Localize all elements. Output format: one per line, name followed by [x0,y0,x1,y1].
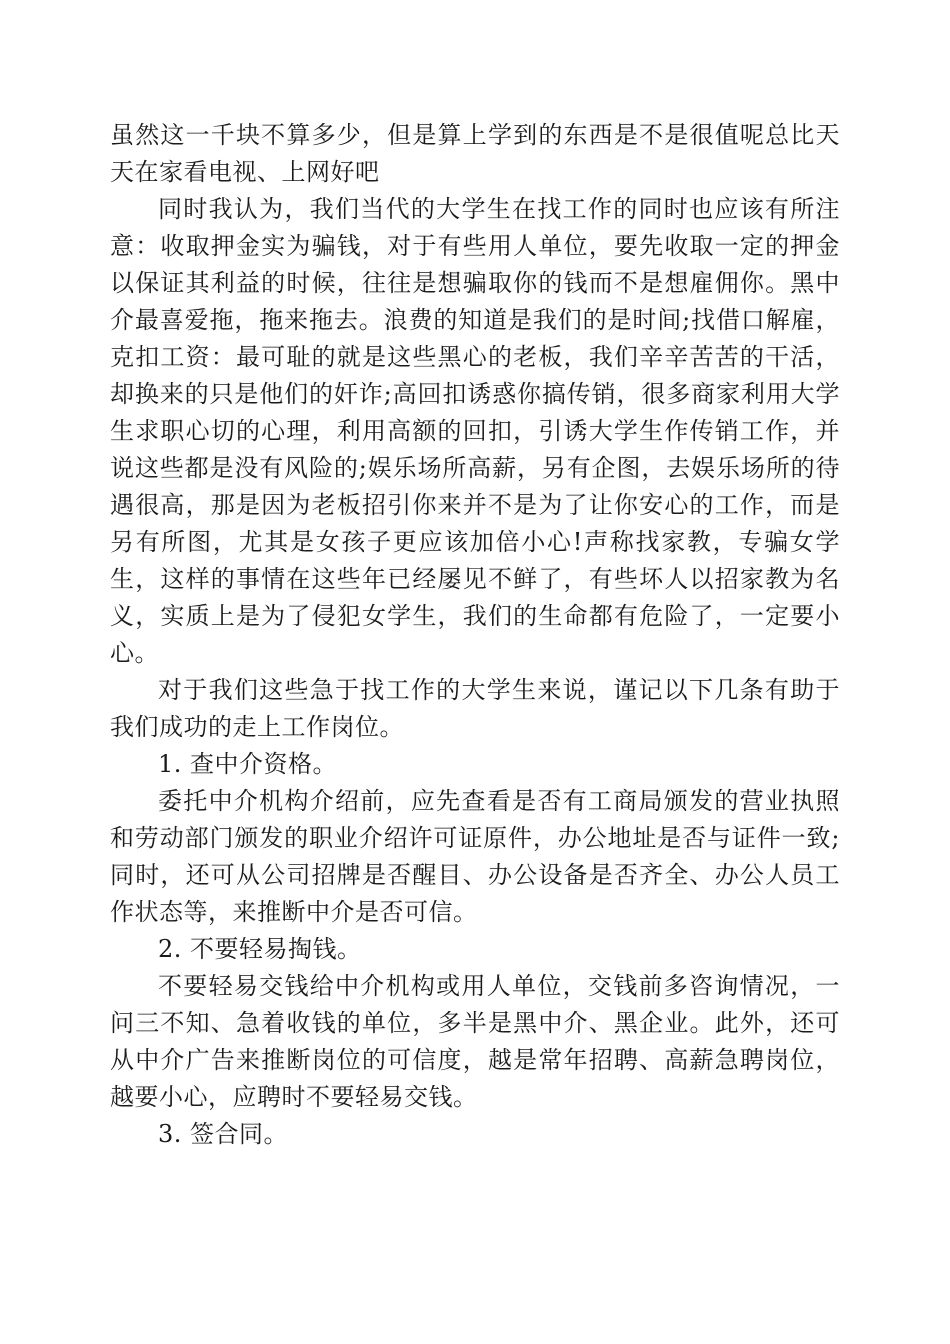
heading-tip-2: 2. 不要轻易掏钱。 [158,935,362,963]
paragraph-tip-1: 委托中介机构介绍前，应先查看是否有工商局颁发的营业执照和劳动部门颁发的职业介绍许可证原件，办公地址是否与证件一致;同时，还可从公司招牌是否醒目、办公设备是否齐全、办公人员工作状态等，来推断中介是否可信。 [110,787,840,926]
document-body [110,117,840,1153]
paragraph-tips-intro: 对于我们这些急于找工作的大学生来说，谨记以下几条有助于我们成功的走上工作岗位。 [110,676,840,741]
paragraph-continuation: 虽然这一千块不算多少，但是算上学到的东西是不是很值呢总比天天在家看电视、上网好吧 [110,121,840,186]
paragraph-warnings: 同时我认为，我们当代的大学生在找工作的同时也应该有所注意：收取押金实为骗钱，对于有些用人单位，要先收取一定的押金以保证其利益的时候，往往是想骗取你的钱而不是想雇佣你。黑中介最喜爱拖，拖来拖去。浪费的知道是我们的是时间;找借口解雇，克扣工资：最可耻的就是这些黑心的老板，我们辛辛苦苦的干活，却换来的只是他们的奸诈;高回扣诱惑你搞传销，很多商家利用大学生求职心切的心理，利用高额的回扣，引诱大学生作传销工作，并说这些都是没有风险的;娱乐场所高薪，另有企图，去娱乐场所的待遇很高，那是因为老板招引你来并不是为了让你安心的工作，而是另有所图，尤其是女孩子更应该加倍小心!声称找家教，专骗女学生，这样的事情在这些年已经屡见不鲜了，有些坏人以招家教为名义，实质上是为了侵犯女学生，我们的生命都有危险了，一定要小心。 [110,195,840,667]
heading-tip-1: 1. 查中介资格。 [158,750,338,778]
paragraph-tip-2: 不要轻易交钱给中介机构或用人单位，交钱前多咨询情况，一问三不知、急着收钱的单位，多半是黑中介、黑企业。此外，还可从中介广告来推断岗位的可信度，越是常年招聘、高薪急聘岗位，越要小心，应聘时不要轻易交钱。 [110,972,840,1111]
heading-tip-3: 3. 签合同。 [158,1120,289,1148]
